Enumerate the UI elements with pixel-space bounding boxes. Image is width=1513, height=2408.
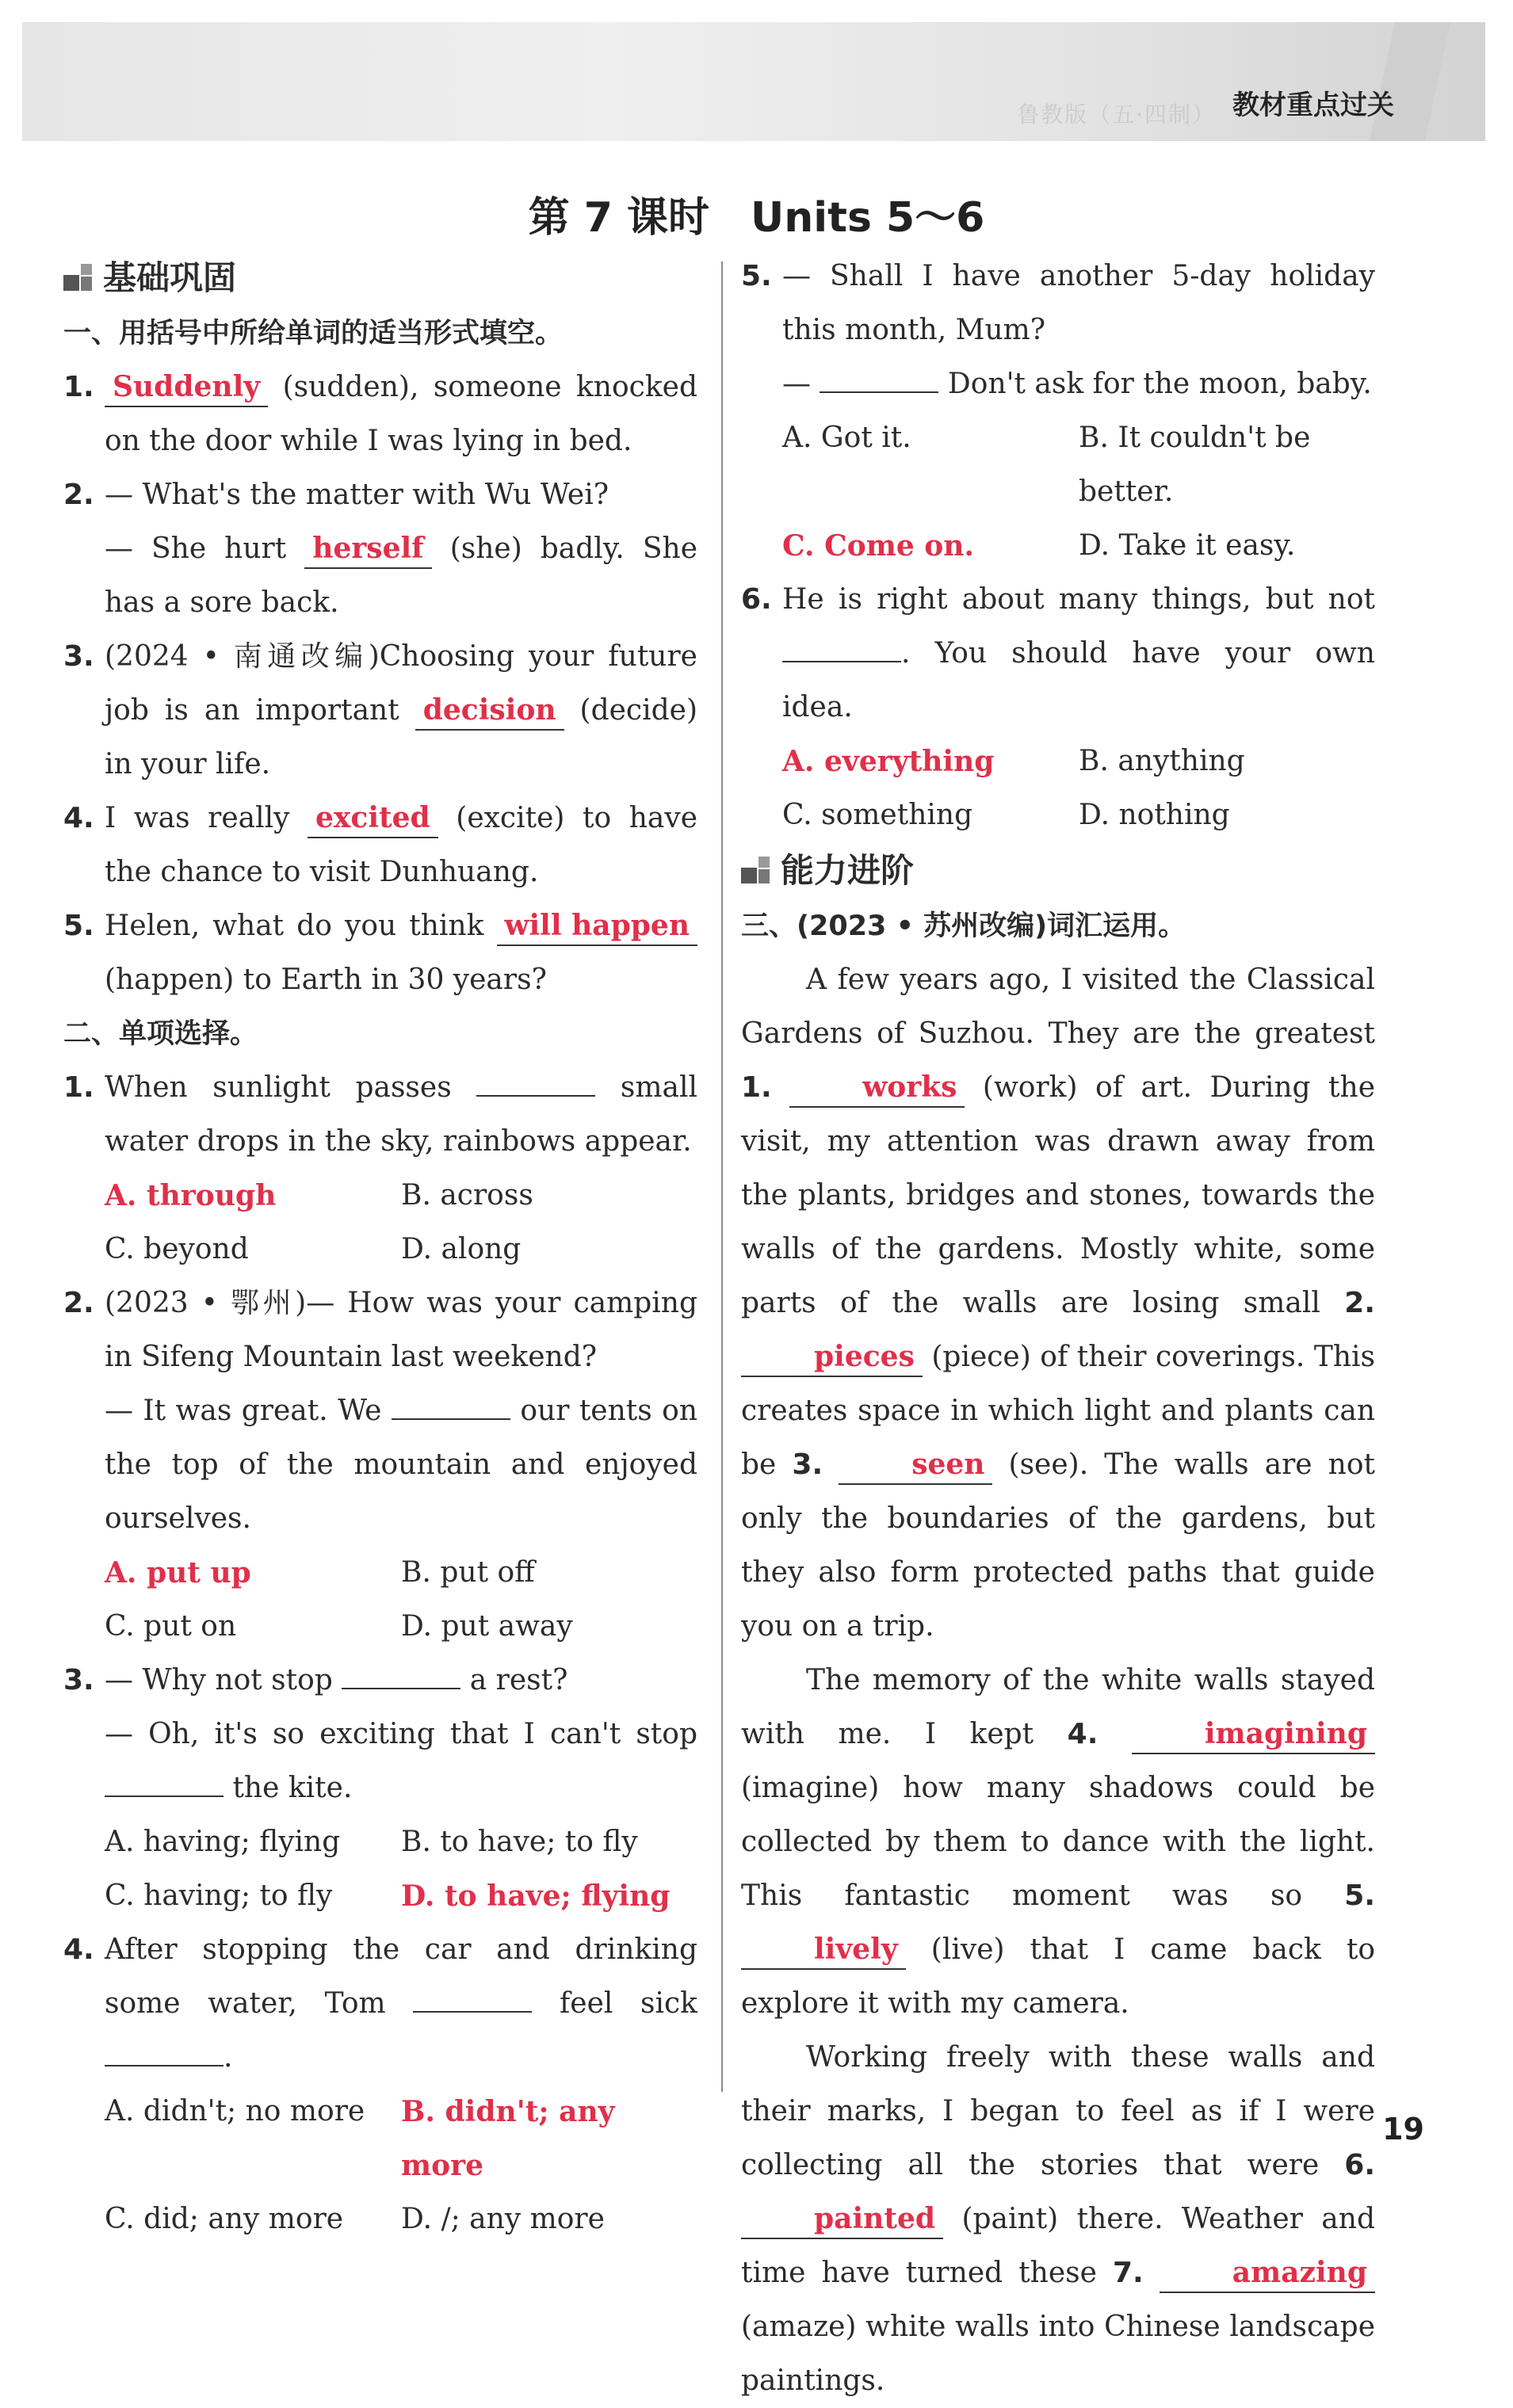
option: D. nothing xyxy=(1079,799,1230,831)
choice-question-6: 6. He is right about many things, but not . You should have your own idea. xyxy=(741,583,1375,723)
advanced-heading: 能力进阶 xyxy=(741,842,1375,899)
fill-question-3: 3. (2024 • 南通改编)Choosing your future job is an important decision (decide) in your life. xyxy=(63,640,697,780)
left-column xyxy=(63,250,697,2246)
fill-question-1: 1. Suddenly (sudden), someone knocked on the door while I was lying in bed. xyxy=(63,361,697,468)
blank xyxy=(820,360,938,393)
choice-question-1: 1. When sunlight passes small water drops in the sky, rainbows appear. xyxy=(63,1061,697,1169)
choice-options-1 xyxy=(63,1169,697,1277)
option: A. having; flying xyxy=(105,1826,341,1858)
banner-faint-text: 鲁教版（五·四制） xyxy=(1017,101,1216,128)
option: D. along xyxy=(401,1233,522,1265)
blank xyxy=(342,1656,460,1689)
section-icon xyxy=(741,857,770,885)
passage-paragraph-2: The memory of the white walls stayed with me. I kept 4. imagining (imagine) how many shadows could be collected by them to dance with the light. This fantastic moment was so 5. lively (live) that I came back to explore it with my camera. xyxy=(741,1664,1375,2020)
option: B. to have; to fly xyxy=(401,1826,638,1858)
answer: herself xyxy=(304,529,431,569)
column-divider xyxy=(721,261,723,2092)
answer: pieces xyxy=(741,1338,923,1377)
answer: lively xyxy=(741,1930,906,1970)
choice-options-3 xyxy=(63,1815,697,1923)
page-number: 19 xyxy=(1382,2112,1424,2147)
option-correct: D. to have; flying xyxy=(401,1879,671,1913)
passage-paragraph-3: Working freely with these walls and their marks, I began to feel as if I were collecting all the stories that were 6. painted (paint) there. Weather and time have turned these 7. amazing (amaze) white walls into Chinese landscape paintings. xyxy=(741,2041,1375,2397)
answer: painted xyxy=(741,2200,943,2239)
blank xyxy=(105,2033,224,2066)
blank xyxy=(476,1063,595,1097)
part1-instruction: 一、用括号中所给单词的适当形式填空。 xyxy=(63,318,564,349)
blank xyxy=(782,629,901,662)
option: C. something xyxy=(782,799,973,831)
answer: amazing xyxy=(1160,2253,1375,2293)
option: C. beyond xyxy=(105,1233,249,1265)
option: A. Got it. xyxy=(782,422,911,454)
blank xyxy=(105,1764,224,1797)
choice-options-4 xyxy=(63,2085,697,2246)
option: B. across xyxy=(401,1179,533,1212)
option: A. didn't; no more xyxy=(105,2095,365,2128)
choice-question-5: 5. — Shall I have another 5-day holiday this month, Mum? — Don't ask for the moon, baby. xyxy=(741,260,1375,400)
section-icon xyxy=(63,264,92,292)
choice-options-6 xyxy=(741,735,1375,842)
choice-question-4: 4. After stopping the car and drinking some water, Tom feel sick . xyxy=(63,1933,697,2074)
option: B. anything xyxy=(1079,745,1245,777)
answer: works xyxy=(789,1068,965,1108)
option: D. Take it easy. xyxy=(1079,529,1296,562)
section-tag: 教材重点过关 xyxy=(1232,90,1394,121)
answer: Suddenly xyxy=(105,368,268,407)
option-correct: B. didn't; any more xyxy=(401,2095,615,2182)
answer: imagining xyxy=(1132,1715,1375,1754)
option-correct: A. through xyxy=(105,1179,277,1212)
option: C. put on xyxy=(105,1610,237,1643)
fill-question-2: 2. — What's the matter with Wu Wei? — She hurt herself (she) badly. She has a sore back. xyxy=(63,479,697,619)
option: C. having; to fly xyxy=(105,1879,333,1912)
page-title: 第 7 课时 Units 5～6 xyxy=(528,194,985,242)
choice-question-2: 2. (2023 • 鄂州)— How was your camping in Sifeng Mountain last weekend? — It was great. We our tents on the top of the mountain and enjoyed ourselves. xyxy=(63,1287,698,1535)
blank xyxy=(392,1387,510,1420)
fill-question-4: 4. I was really excited (excite) to have the chance to visit Dunhuang. xyxy=(63,792,697,899)
basic-heading: 基础巩固 xyxy=(63,250,697,307)
option-correct: A. put up xyxy=(105,1556,251,1589)
part2-instruction: 二、单项选择。 xyxy=(63,1018,258,1050)
right-column xyxy=(741,250,1375,2408)
blank xyxy=(413,1979,532,2013)
option: D. /; any more xyxy=(401,2203,605,2235)
option: B. It couldn't be better. xyxy=(1079,422,1311,508)
answer: decision xyxy=(415,691,564,731)
answer: excited xyxy=(308,799,438,838)
choice-options-5 xyxy=(741,411,1375,573)
choice-options-2 xyxy=(63,1546,697,1654)
option: D. put away xyxy=(401,1610,573,1643)
banner-stripe xyxy=(1370,22,1450,141)
fill-question-5: 5. Helen, what do you think will happen (happen) to Earth in 30 years? xyxy=(63,899,697,1007)
option: B. put off xyxy=(401,1556,535,1589)
choice-question-3: 3. — Why not stop a rest? — Oh, it's so exciting that I can't stop the kite. xyxy=(63,1654,697,1815)
header-banner xyxy=(22,22,1485,141)
part3-instruction: 三、(2023 • 苏州改编)词汇运用。 xyxy=(741,910,1186,942)
answer: seen xyxy=(839,1445,992,1485)
answer: will happen xyxy=(497,906,697,946)
option-correct: A. everything xyxy=(782,745,995,778)
option-correct: C. Come on. xyxy=(782,529,974,563)
passage-paragraph-1: A few years ago, I visited the Classical Gardens of Suzhou. They are the greatest 1. works (work) of art. During the visit, my attention was drawn away from the plants, bridges and stones, towards the walls of the gardens. Mostly white, some parts of the walls are losing small 2. pieces (piece) of their coverings. This creates space in which light and plants can be 3. seen (see). The walls are not only the boundaries of the gardens, but they also form protected paths that guide you on a trip. xyxy=(741,964,1376,1643)
option: C. did; any more xyxy=(105,2203,344,2235)
